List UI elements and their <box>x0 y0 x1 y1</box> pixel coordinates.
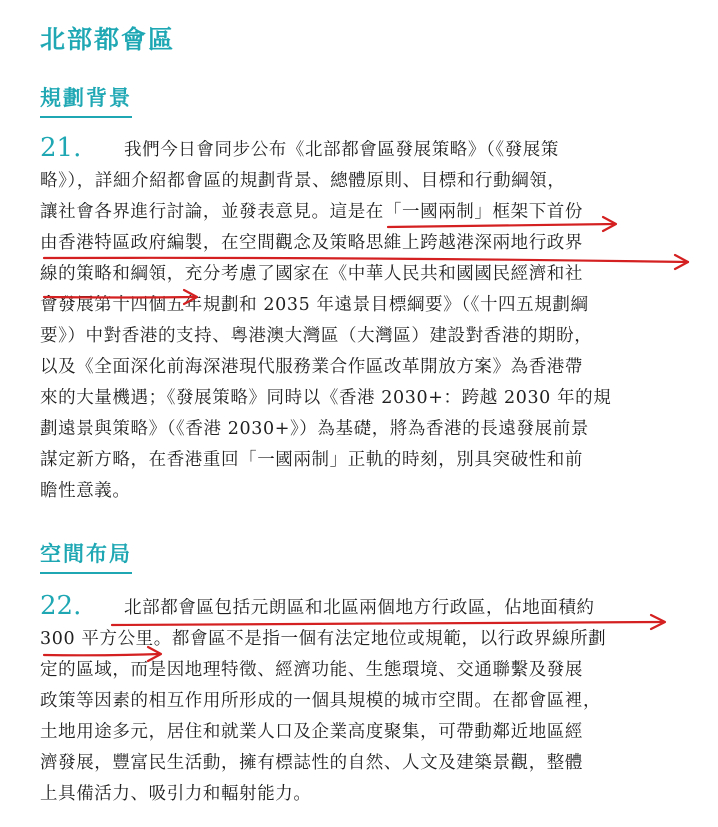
section-heading-underline <box>40 572 132 574</box>
paragraph-line: 要》）中對香港的支持、粵港澳大灣區（大灣區）建設對香港的期盼， <box>40 326 593 346</box>
section-heading-text: 規劃背景 <box>40 86 132 110</box>
paragraph-line: 以及《全面深化前海深港現代服務業合作區改革開放方案》為香港帶 <box>40 357 583 377</box>
paragraph-22 <box>40 593 690 810</box>
paragraph-number: 22. <box>40 591 82 621</box>
section-heading-underline <box>40 116 132 118</box>
paragraph-line: 我們今日會同步公布《北部都會區發展策略》（《發展策 <box>124 140 559 160</box>
paragraph-line: 北部都會區包括元朗區和北區兩個地方行政區，佔地面積約 <box>124 598 595 618</box>
paragraph-line: 讓社會各界進行討論，並發表意見。這是在「一國兩制」框架下首份 <box>40 202 583 222</box>
paragraph-line: 會發展第十四個五年規劃和 2035 年遠景目標綱要》（《十四五規劃綱 <box>40 295 589 315</box>
paragraph-line: 謀定新方略，在香港重回「一國兩制」正軌的時刻，別具突破性和前 <box>40 450 583 470</box>
paragraph-number: 21. <box>40 133 82 163</box>
page-title: 北部都會區 <box>40 25 176 54</box>
section-heading-planning-background <box>40 82 132 112</box>
paragraph-line: 略》），詳細介紹都會區的規劃背景、總體原則、目標和行動綱領， <box>40 171 566 191</box>
paragraph-line: 300 平方公里。都會區不是指一個有法定地位或規範，以行政界線所劃 <box>40 629 607 649</box>
paragraph-line: 瞻性意義。 <box>40 481 131 501</box>
paragraph-21 <box>40 135 690 507</box>
paragraph-line: 上具備活力、吸引力和輻射能力。 <box>40 784 312 804</box>
section-heading-text: 空間布局 <box>40 542 132 566</box>
paragraph-line: 來的大量機遇；《發展策略》同時以《香港 2030+：跨越 2030 年的規 <box>40 388 612 408</box>
paragraph-line: 由香港特區政府編製，在空間觀念及策略思維上跨越港深兩地行政界 <box>40 233 583 253</box>
section-heading-spatial-layout <box>40 538 132 568</box>
paragraph-line: 線的策略和綱領，充分考慮了國家在《中華人民共和國國民經濟和社 <box>40 264 583 284</box>
paragraph-line: 劃遠景與策略》（《香港 2030+》）為基礎，將為香港的長遠發展前景 <box>40 419 589 439</box>
paragraph-line: 土地用途多元，居住和就業人口及企業高度聚集，可帶動鄰近地區經 <box>40 722 583 742</box>
paragraph-line: 定的區域，而是因地理特徵、經濟功能、生態環境、交通聯繫及發展 <box>40 660 583 680</box>
paragraph-line: 濟發展，豐富民生活動，擁有標誌性的自然、人文及建築景觀，整體 <box>40 753 583 773</box>
paragraph-line: 政策等因素的相互作用所形成的一個具規模的城市空間。在都會區裡， <box>40 691 602 711</box>
